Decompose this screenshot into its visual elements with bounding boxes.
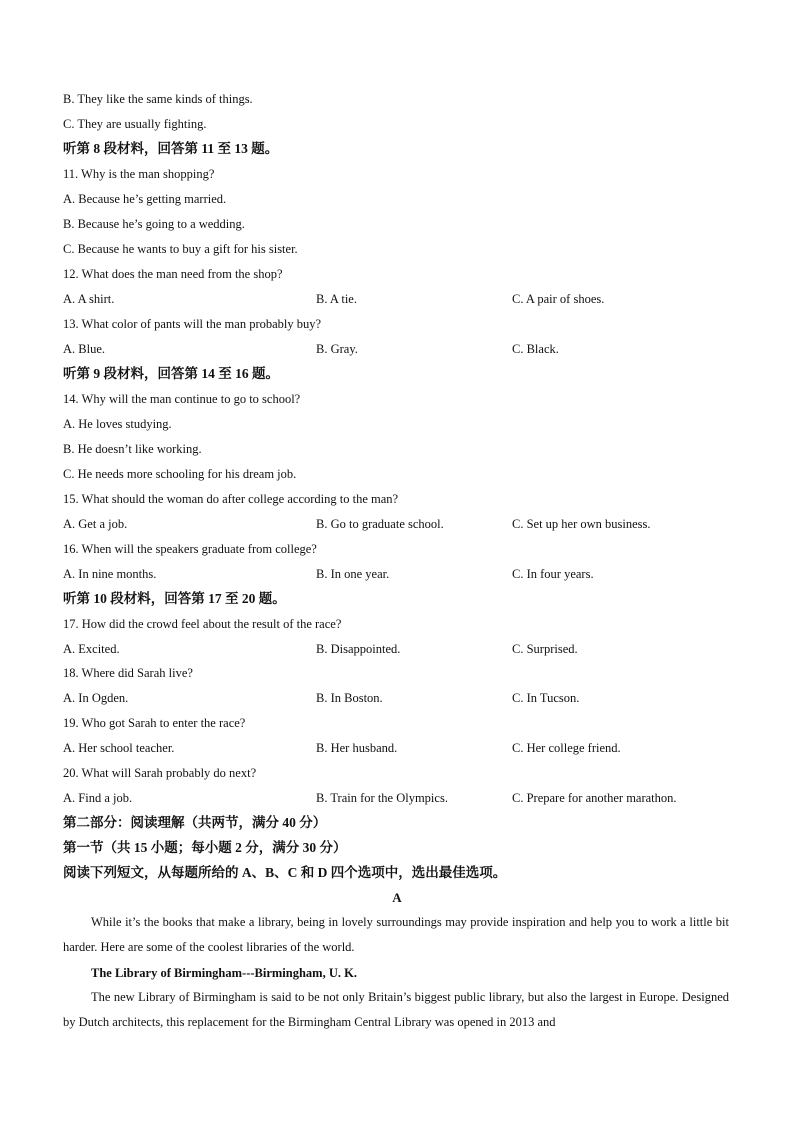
q19-question: 19. Who got Sarah to enter the race? xyxy=(63,716,246,730)
q17-option-b: B. Disappointed. xyxy=(316,642,401,656)
q19-option-c: C. Her college friend. xyxy=(512,741,621,755)
q12-option-a: A. A shirt. xyxy=(63,292,115,306)
passage-subtitle: The Library of Birmingham---Birmingham, U. K. xyxy=(91,966,357,980)
q20-question: 20. What will Sarah probably do next? xyxy=(63,766,257,780)
q19-option-b: B. Her husband. xyxy=(316,741,398,755)
q14-option-b: B. He doesn’t like working. xyxy=(63,442,202,456)
part2-instruction: 阅读下列短文，从每题所给的 A、B、C 和 D 四个选项中，选出最佳选项。 xyxy=(63,865,507,880)
q14-question: 14. Why will the man continue to go to school? xyxy=(63,392,301,406)
part2-section1-title: 第一节（共 15 小题；每小题 2 分，满分 30 分） xyxy=(63,840,347,855)
q11-option-c: C. Because he wants to buy a gift for his sister. xyxy=(63,242,298,256)
q13-question: 13. What color of pants will the man probably buy? xyxy=(63,317,322,331)
q13-option-b: B. Gray. xyxy=(316,342,358,356)
q20-option-b: B. Train for the Olympics. xyxy=(316,791,448,805)
q12-option-b: B. A tie. xyxy=(316,292,357,306)
section10-heading: 听第 10 段材料，回答第 17 至 20 题。 xyxy=(63,591,286,606)
q14-option-c: C. He needs more schooling for his dream job. xyxy=(63,467,297,481)
passage-intro-paragraph: While it’s the books that make a library, being in lovely surroundings may provide inspiration and help you to work a little bit harder. Here are some of the coolest libraries of the world. xyxy=(63,915,729,954)
q20-option-a: A. Find a job. xyxy=(63,791,133,805)
q11-option-b: B. Because he’s going to a wedding. xyxy=(63,217,245,231)
passage-body-paragraph: The new Library of Birmingham is said to be not only Britain’s biggest public library, but also the largest in Europe. Designed by Dutch architects, this replacement for the Birmingham Central Library was opened in 2013 and xyxy=(63,990,729,1029)
q19-option-a: A. Her school teacher. xyxy=(63,741,175,755)
q20-option-c: C. Prepare for another marathon. xyxy=(512,791,677,805)
q14-option-a: A. He loves studying. xyxy=(63,417,172,431)
q16-option-a: A. In nine months. xyxy=(63,567,157,581)
q16-question: 16. When will the speakers graduate from college? xyxy=(63,542,317,556)
q10-option-b: B. They like the same kinds of things. xyxy=(63,92,253,106)
q16-option-c: C. In four years. xyxy=(512,567,594,581)
section9-heading: 听第 9 段材料，回答第 14 至 16 题。 xyxy=(63,366,279,381)
q18-question: 18. Where did Sarah live? xyxy=(63,666,193,680)
q11-option-a: A. Because he’s getting married. xyxy=(63,192,227,206)
q10-option-c: C. They are usually fighting. xyxy=(63,117,207,131)
q13-option-c: C. Black. xyxy=(512,342,559,356)
q12-question: 12. What does the man need from the shop? xyxy=(63,267,283,281)
passage-label: A xyxy=(392,890,402,905)
q15-option-c: C. Set up her own business. xyxy=(512,517,651,531)
q15-option-b: B. Go to graduate school. xyxy=(316,517,444,531)
section8-heading: 听第 8 段材料，回答第 11 至 13 题。 xyxy=(63,141,279,156)
q17-question: 17. How did the crowd feel about the result of the race? xyxy=(63,617,342,631)
q11-question: 11. Why is the man shopping? xyxy=(63,167,215,181)
q15-option-a: A. Get a job. xyxy=(63,517,128,531)
q18-option-c: C. In Tucson. xyxy=(512,691,580,705)
part2-title: 第二部分：阅读理解（共两节，满分 40 分） xyxy=(63,815,327,830)
q13-option-a: A. Blue. xyxy=(63,342,106,356)
q17-option-c: C. Surprised. xyxy=(512,642,578,656)
q18-option-b: B. In Boston. xyxy=(316,691,383,705)
q18-option-a: A. In Ogden. xyxy=(63,691,129,705)
q16-option-b: B. In one year. xyxy=(316,567,390,581)
q17-option-a: A. Excited. xyxy=(63,642,120,656)
q12-option-c: C. A pair of shoes. xyxy=(512,292,605,306)
q15-question: 15. What should the woman do after college according to the man? xyxy=(63,492,399,506)
